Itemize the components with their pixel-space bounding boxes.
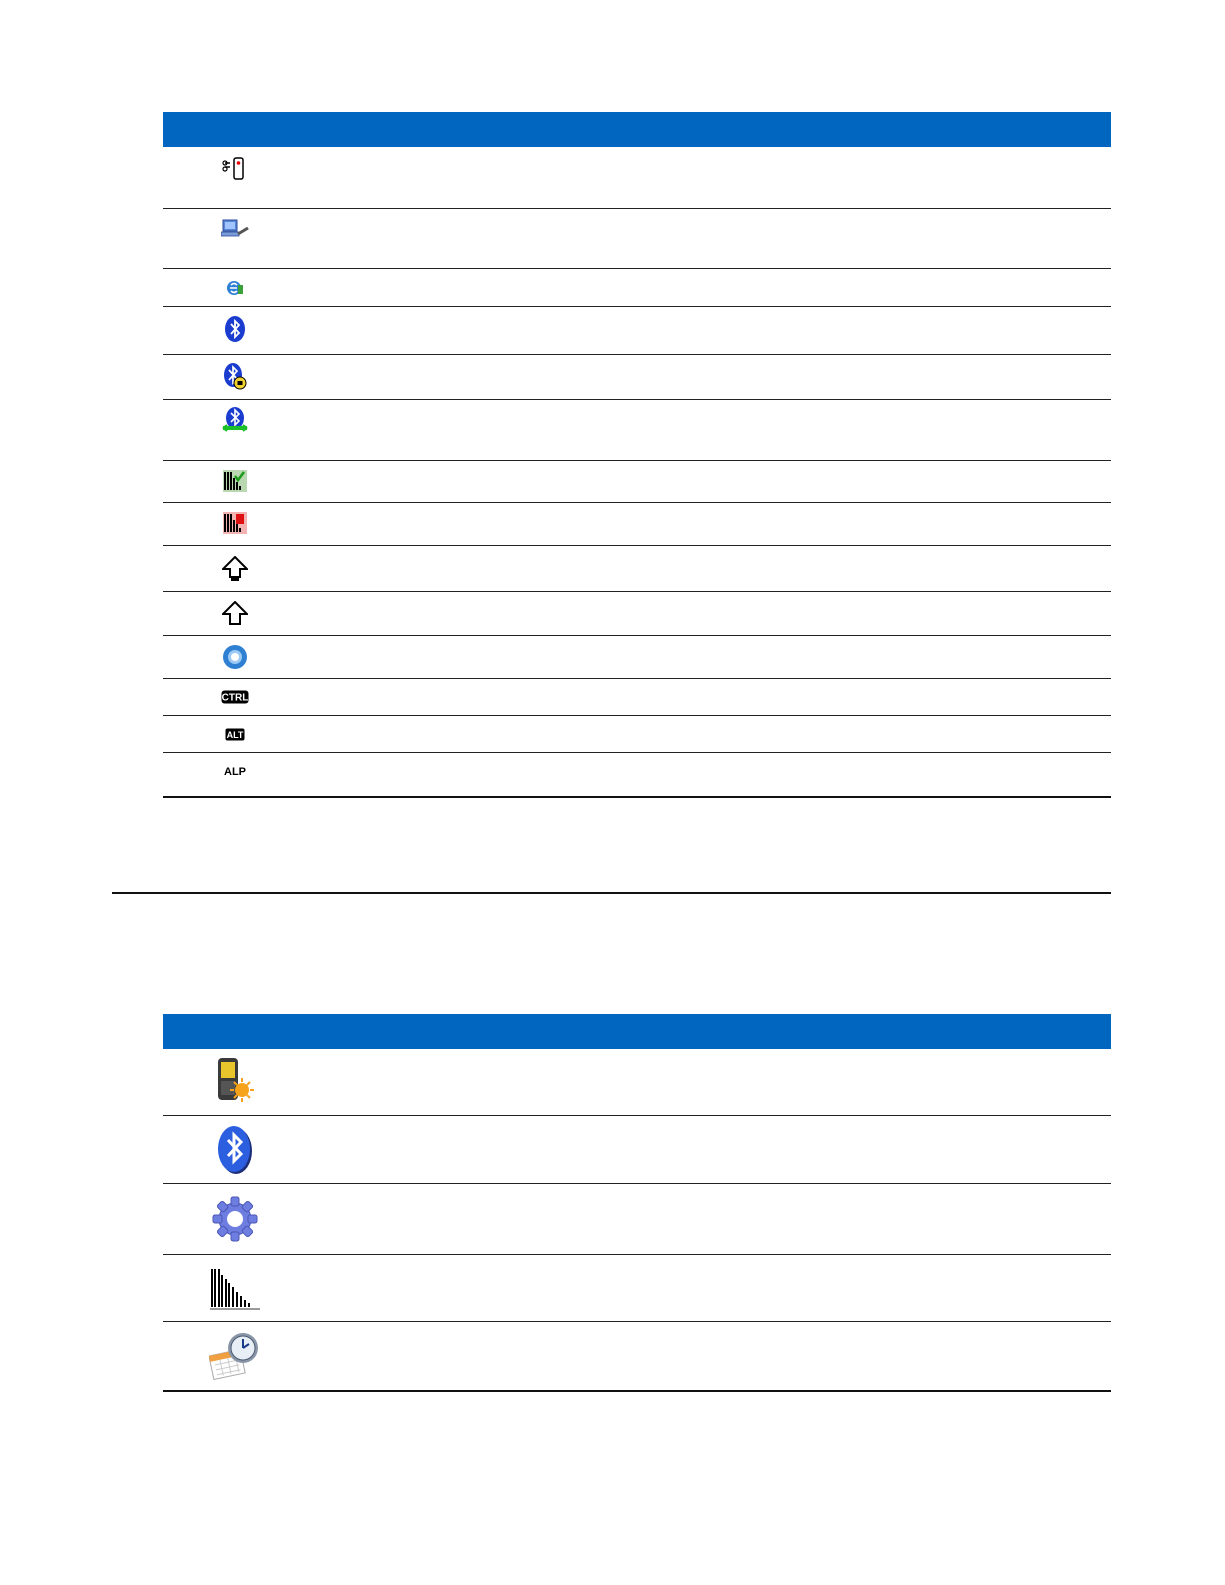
description-cell	[306, 635, 1111, 678]
alpha-mode-label: ALP	[223, 765, 246, 778]
description-cell	[306, 545, 1111, 591]
description-column-header	[306, 112, 1111, 147]
caps-lock-icon	[222, 556, 248, 582]
table-row	[163, 147, 1111, 208]
icon-cell	[163, 147, 306, 208]
table-row	[163, 1183, 1111, 1254]
icon-cell	[163, 399, 306, 460]
icon-cell	[163, 208, 306, 268]
table-row	[163, 208, 1111, 268]
scanner-error-icon	[223, 512, 247, 534]
alpha-mode-icon	[221, 764, 249, 778]
datawedge-barcode-icon	[210, 1267, 260, 1311]
function-key-icon	[222, 644, 248, 670]
description-column-header	[306, 1014, 1111, 1049]
clock-calendar-icon	[209, 1330, 261, 1380]
description-cell	[306, 715, 1111, 752]
table-row	[163, 1321, 1111, 1391]
application-icons-table	[163, 1014, 1111, 1392]
description-cell	[306, 1115, 1111, 1183]
icon-cell	[163, 1321, 306, 1391]
table-row	[163, 1115, 1111, 1183]
description-cell	[306, 1321, 1111, 1391]
bluetooth-icon	[223, 315, 247, 343]
table-row	[163, 715, 1111, 752]
description-cell	[306, 460, 1111, 502]
description-cell	[306, 1183, 1111, 1254]
icon-cell	[163, 1049, 306, 1115]
icon-column-header	[163, 112, 306, 147]
bluetooth-locked-icon	[222, 362, 248, 390]
description-cell	[306, 678, 1111, 715]
table-row	[163, 591, 1111, 635]
icon-cell	[163, 1254, 306, 1321]
backlight-icon	[212, 1056, 258, 1106]
status-icons-table	[163, 112, 1111, 798]
section-divider	[112, 892, 1111, 894]
description-cell	[306, 306, 1111, 354]
table-header-row	[163, 112, 1111, 147]
icon-cell	[163, 502, 306, 545]
icon-cell	[163, 1115, 306, 1183]
table-row	[163, 502, 1111, 545]
description-cell	[306, 591, 1111, 635]
network-connection-icon	[221, 219, 249, 241]
settings-gear-icon	[211, 1195, 259, 1243]
description-cell	[306, 147, 1111, 208]
description-cell	[306, 502, 1111, 545]
icon-cell	[163, 268, 306, 306]
table-row	[163, 354, 1111, 399]
table-row	[163, 1254, 1111, 1321]
ctrl-key-icon	[221, 690, 249, 704]
ir-port-icon	[222, 155, 248, 183]
ethernet-icon	[225, 279, 245, 297]
table-row	[163, 635, 1111, 678]
icon-cell	[163, 545, 306, 591]
description-cell	[306, 399, 1111, 460]
icon-cell	[163, 354, 306, 399]
table-row	[163, 268, 1111, 306]
scanner-ready-icon	[223, 470, 247, 492]
icon-cell	[163, 591, 306, 635]
table-row	[163, 306, 1111, 354]
table-row	[163, 678, 1111, 715]
table-row	[163, 399, 1111, 460]
table-row	[163, 545, 1111, 591]
ctrl-key-label: CTRL	[221, 692, 248, 703]
description-cell	[306, 354, 1111, 399]
table-row	[163, 460, 1111, 502]
icon-cell	[163, 678, 306, 715]
table-row	[163, 752, 1111, 797]
icon-cell	[163, 306, 306, 354]
bluetooth-settings-icon	[215, 1124, 255, 1176]
icon-cell	[163, 1183, 306, 1254]
icon-column-header	[163, 1014, 306, 1049]
alt-key-label: ALT	[226, 729, 243, 740]
table-row	[163, 1049, 1111, 1115]
description-cell	[306, 1049, 1111, 1115]
icon-cell	[163, 752, 306, 797]
bluetooth-connected-icon	[221, 406, 249, 436]
description-cell	[306, 1254, 1111, 1321]
description-cell	[306, 208, 1111, 268]
table-header-row	[163, 1014, 1111, 1049]
description-cell	[306, 752, 1111, 797]
alt-key-icon	[225, 728, 245, 741]
icon-cell	[163, 715, 306, 752]
icon-cell	[163, 635, 306, 678]
description-cell	[306, 268, 1111, 306]
icon-cell	[163, 460, 306, 502]
shift-icon	[222, 601, 248, 625]
